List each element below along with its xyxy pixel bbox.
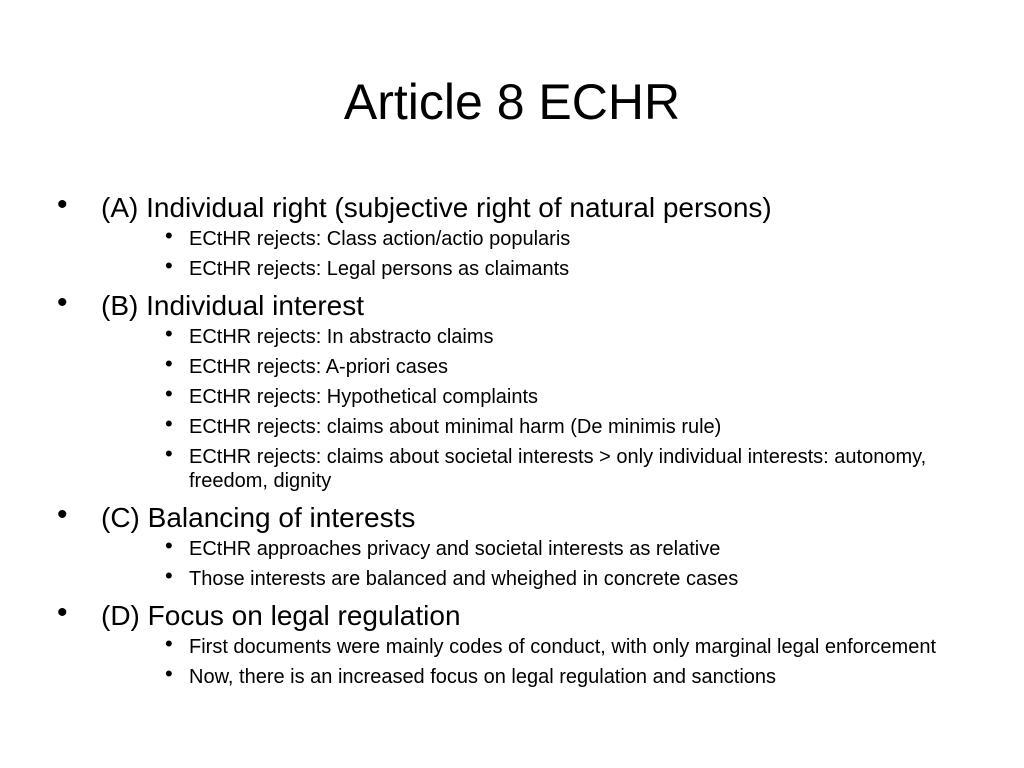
- bullet-icon: •: [165, 631, 173, 656]
- bullet-icon: •: [165, 411, 173, 436]
- sub-item: [55, 411, 975, 439]
- sub-item-text: ECtHR rejects: In abstracto claims: [189, 326, 494, 348]
- bullet-icon: •: [165, 381, 173, 406]
- sub-item-text: ECtHR rejects: claims about minimal harm (De minimis rule): [189, 416, 722, 438]
- bullet-list: [55, 186, 975, 695]
- sub-item-text: ECtHR approaches privacy and societal interests as relative: [189, 538, 721, 560]
- sub-list: [55, 223, 975, 281]
- sub-list: [55, 631, 975, 689]
- sub-item: [55, 381, 975, 409]
- bullet-icon: •: [57, 188, 68, 221]
- sub-item-text: First documents were mainly codes of conduct, with only marginal legal enforcement: [189, 636, 937, 658]
- sub-item: [55, 631, 975, 659]
- bullet-icon: •: [165, 441, 173, 466]
- bullet-icon: •: [165, 533, 173, 558]
- sub-list: [55, 533, 975, 591]
- section-heading-text: (B) Individual interest: [101, 290, 365, 321]
- section-heading: [55, 597, 975, 635]
- bullet-icon: •: [57, 596, 68, 629]
- sub-item: [55, 661, 975, 689]
- bullet-icon: •: [165, 661, 173, 686]
- sub-item: [55, 563, 975, 591]
- bullet-icon: •: [57, 286, 68, 319]
- sub-list: [55, 321, 975, 493]
- bullet-icon: •: [57, 498, 68, 531]
- section-heading-text: (C) Balancing of interests: [101, 502, 416, 533]
- slide-title: Article 8 ECHR: [343, 74, 681, 130]
- sub-item: [55, 441, 975, 493]
- section-heading-text: (D) Focus on legal regulation: [101, 600, 461, 631]
- bullet-icon: •: [165, 253, 173, 278]
- sub-item-text: ECtHR rejects: claims about societal interests > only individual interests: autonomy, freedom, dignity: [189, 446, 927, 492]
- section-heading: [55, 287, 975, 325]
- sub-item-text: ECtHR rejects: Legal persons as claimants: [189, 258, 570, 280]
- sub-item-text: Those interests are balanced and wheighed in concrete cases: [189, 568, 739, 590]
- section-heading-text: (A) Individual right (subjective right of natural persons): [101, 192, 772, 223]
- sub-item-text: ECtHR rejects: Class action/actio popularis: [189, 228, 571, 250]
- bullet-icon: •: [165, 321, 173, 346]
- sub-item-text: ECtHR rejects: Hypothetical complaints: [189, 386, 539, 408]
- sub-item-text: ECtHR rejects: A-priori cases: [189, 356, 448, 378]
- sub-item: [55, 253, 975, 281]
- bullet-icon: •: [165, 223, 173, 248]
- bullet-icon: •: [165, 351, 173, 376]
- sub-item: [55, 351, 975, 379]
- section-heading: [55, 499, 975, 537]
- bullet-icon: •: [165, 563, 173, 588]
- section-heading: [55, 189, 975, 227]
- sub-item: [55, 321, 975, 349]
- sub-item-text: Now, there is an increased focus on legal regulation and sanctions: [189, 666, 777, 688]
- sub-item: [55, 223, 975, 251]
- sub-item: [55, 533, 975, 561]
